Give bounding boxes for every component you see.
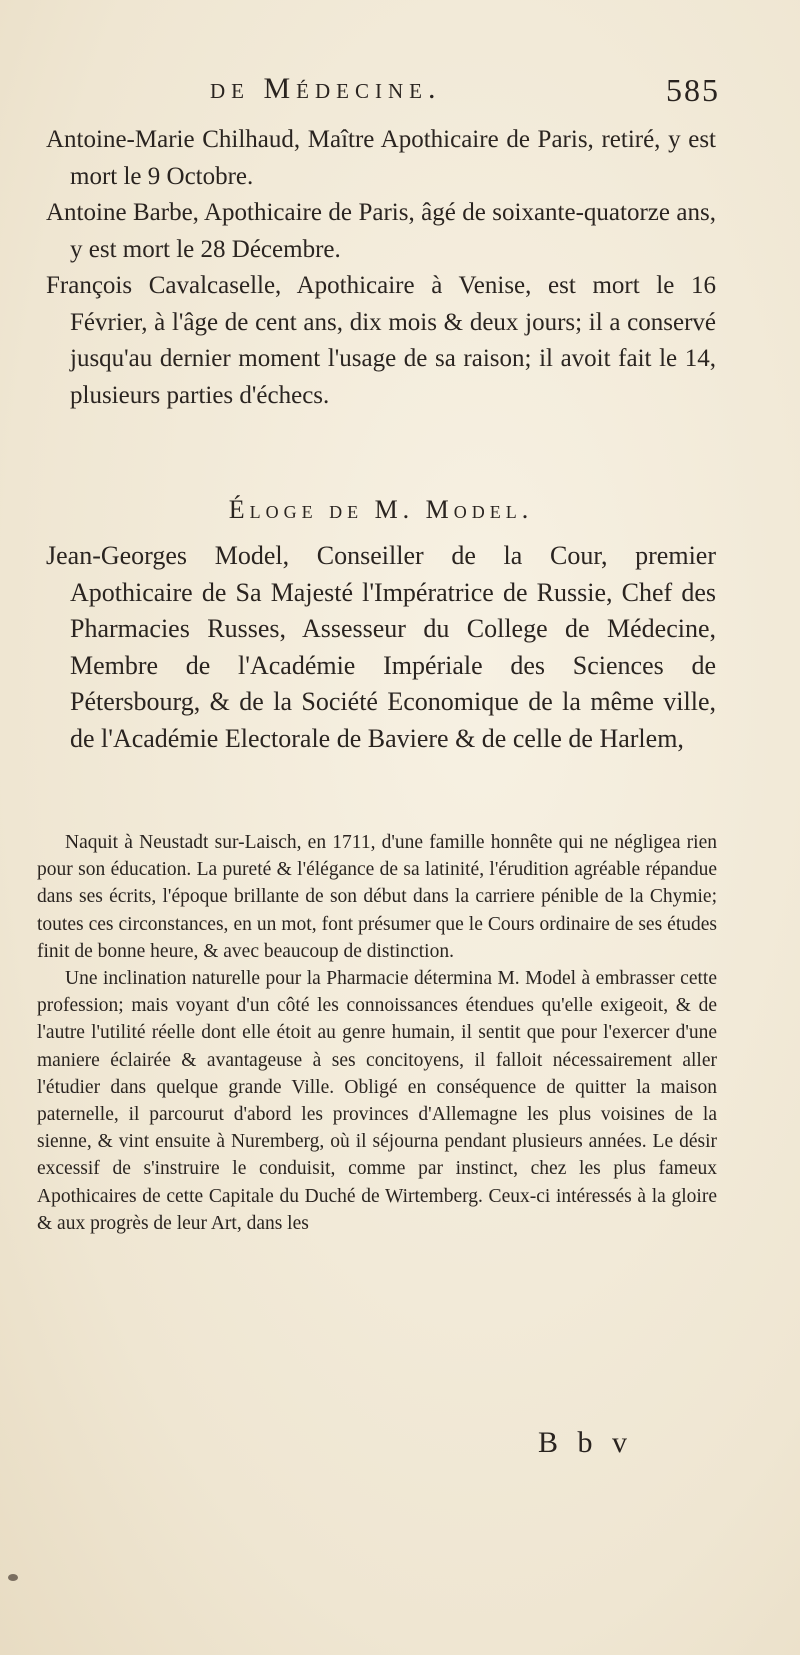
obituary-entry: Antoine Barbe, Apothicaire de Paris, âgé de soixante-quatorze ans, y est mort le 28 Décembre.	[46, 199, 716, 263]
body-paragraph: Une inclination naturelle pour la Pharmacie détermina M. Model à embrasser cette profession; mais voyant d'un côté les connoissances étendues qu'elle exigeoit, & de l'autre l'utilité réelle dont elle étoit au genre humain, il sentit que pour l'exercer d'une maniere éclairée & avantageuse à ses concitoyens, il falloit nécessairement aller l'étudier dans quelque grande Ville. Obligé en conséquence de quitter la maison paternelle, il parcourut d'abord les provinces d'Allemagne les plus voisines de la sienne, & vint ensuite à Nuremberg, où il séjourna pendant plusieurs années. Le désir excessif de s'instruire le conduisit, comme par instinct, chez les plus fameux Apothicaires de cette Capitale du Duché de Wirtemberg. Ceux-ci intéressés à la gloire & aux progrès de leur Art, dans les	[37, 968, 717, 1234]
body-text	[37, 829, 717, 1237]
obituary-list	[46, 122, 716, 414]
running-head	[200, 72, 720, 112]
running-title: de Médecine.	[210, 72, 442, 105]
page-number: 585	[666, 72, 720, 108]
section-heading: Éloge de M. Model.	[228, 495, 534, 524]
ink-stain	[8, 1574, 18, 1581]
obituary-entry: François Cavalcaselle, Apothicaire à Venise, est mort le 16 Février, à l'âge de cent ans, dix mois & deux jours; il a conservé jusqu'au dernier moment l'usage de sa raison; il avoit fait le 14, plusieurs parties d'échecs.	[46, 272, 716, 409]
dedication-paragraph: Jean-Georges Model, Conseiller de la Cour, premier Apothicaire de Sa Majesté l'Impératrice de Russie, Chef des Pharmacies Russes, Assesseur du College de Médecine, Membre de l'Académie Impériale des Sciences de Pétersbourg, & de la Société Economique de la même ville, de l'Académie Electorale de Baviere & de celle de Harlem,	[46, 541, 716, 753]
signature-mark: B b v	[538, 1426, 634, 1459]
obituary-entry: Antoine-Marie Chilhaud, Maître Apothicaire de Paris, retiré, y est mort le 9 Octobre.	[46, 126, 716, 190]
body-paragraph: Naquit à Neustadt sur-Laisch, en 1711, d'une famille honnête qui ne négligea rien pour son éducation. La pureté & l'élégance de sa latinité, l'érudition agréable répandue dans ses écrits, l'époque brillante de son début dans la carriere pénible de la Chymie; toutes ces circonstances, en un mot, font présumer que le Cours ordinaire de ses études finit de bonne heure, & avec beaucoup de distinction.	[37, 832, 717, 962]
